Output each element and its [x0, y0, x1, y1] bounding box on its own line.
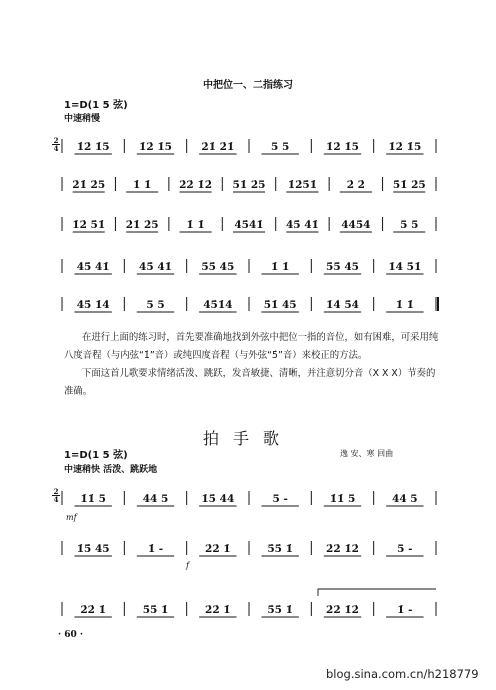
exercise-tempo: 中速稍慢 — [64, 114, 101, 124]
song-volta-bracket — [318, 589, 436, 596]
exercise-measure: 1̇2̇ 1̇5 — [326, 141, 359, 153]
song-measure: 2̇2̇ 1̇ — [80, 604, 106, 616]
time-sig-bottom: 4 — [53, 144, 59, 153]
exercise-measure: 1̇ 1̇ — [133, 179, 152, 191]
exercise-key-signature: 1=D(1 5 弦) — [64, 100, 128, 111]
song-measure: 4̇4̇ 5 — [142, 493, 169, 505]
exercise-measure: 5̇5̇ 4̇5 — [326, 261, 359, 273]
song-measure: 1̇5̇ 4̇4̇ — [201, 493, 235, 505]
exercise-measure: 1̇2̇5̇1̇ — [287, 179, 318, 191]
exercise-measure: 4̇5̇4̇1̇ — [234, 219, 264, 231]
exercise-measure: 1̇2̇ 1̇5 — [76, 141, 110, 153]
exercise-measure: 2̇1̇ 2̇5 — [72, 179, 106, 191]
page-number: · 60 · — [58, 630, 84, 640]
paragraph-practice-instructions: 在进行上面的练习时，首先要准确地找到外弦中把位一指的音位，如有困难，可采用纯八度音程（与内弦“1̇”音）或纯四度音程（与外弦“5̇”音）来校正的方法。 — [64, 332, 439, 361]
exercise-measure: 4̇4̇5̇4̇ — [341, 219, 371, 231]
song-measure: 5̇5̇ 1̇ — [267, 604, 293, 616]
song-measure: 1̇ - — [397, 604, 413, 616]
time-sig-top: 2 — [53, 487, 59, 496]
exercise-measure: 2̇1̇ 2̇1̇ — [201, 141, 235, 153]
song-measure: 2̇2̇ 1̇2̇ — [326, 604, 359, 616]
song-measure: 5̇5̇ 1̇ — [142, 604, 169, 616]
exercise-measure: 2̇ 2̇ — [346, 179, 365, 191]
exercise-measure: 4̇5̇ 1̇4̇ — [76, 299, 110, 311]
exercise-measure: 4̇5̇ 4̇1̇ — [76, 261, 110, 273]
exercise-measure: 4̇5̇ 4̇1̇ — [285, 219, 319, 231]
time-sig-top: 2 — [53, 136, 59, 145]
song-measure: 4̇4̇ 5 — [392, 493, 418, 505]
song-key-signature: 1=D(1 5 弦) — [64, 450, 128, 461]
song-measure: 2̇2̇ 1̇2̇ — [326, 543, 359, 555]
exercise-measure: 1̇2̇ 5̇1̇ — [72, 219, 106, 231]
exercise-measure: 1̇4̇ 5̇1̇ — [388, 261, 422, 273]
exercise-measure: 5̇1̇ 2̇5 — [232, 179, 266, 191]
exercise-measure: 5 5 — [146, 299, 165, 311]
exercise-measure: 2̇2̇ 1̇2̇ — [179, 179, 213, 191]
watermark: blog.sina.com.cn/h218779 — [326, 667, 479, 681]
song-title: 拍手歌 — [202, 429, 293, 448]
paragraph-song-instructions: 下面这首儿歌要求情绪活泼、跳跃，发音敏捷、清晰，并注意切分音（X X X）节奏的准确。 — [64, 368, 436, 397]
song-measure: 1̇1̇ 5 — [80, 493, 106, 505]
dynamic-f: f — [186, 561, 189, 570]
exercise-measure: 1̇4̇ 5̇4̇ — [326, 299, 359, 311]
song-composer: 逸 安、寒 回曲 — [340, 449, 394, 458]
song-time-signature — [52, 488, 60, 503]
section-title: 中把位一、二指练习 — [203, 80, 293, 91]
exercise-measure: 5̇1̇ 2̇5 — [392, 179, 426, 191]
exercise-measure: 4̇5̇ 4̇1̇ — [139, 261, 172, 273]
song-measure: 2̇2̇ 1̇ — [205, 543, 231, 555]
song-measure: 5 - — [397, 543, 413, 555]
song-measure: 1̇ - — [147, 543, 164, 555]
song-measure: 5 - — [272, 493, 288, 505]
dynamic-mf: mf — [66, 513, 77, 522]
song-measure: 1̇1̇ 5 — [329, 493, 356, 505]
song-measure: 5̇5̇ 1̇ — [267, 543, 293, 555]
exercise-measure: 5̇5̇ 4̇5 — [201, 261, 235, 273]
song-measure: 1̇5̇ 4̇5 — [76, 543, 110, 555]
exercise-measure: 1̇2̇ 1̇5 — [388, 141, 422, 153]
song-tempo: 中速稍快 活泼、跳跃地 — [64, 465, 158, 475]
exercise-measure: 1̇ 1̇ — [271, 261, 290, 273]
exercise-measure: 4̇5̇1̇4̇ — [203, 299, 233, 311]
exercise-measure: 5 5 — [400, 219, 419, 231]
exercise-measure: 5̇1̇ 4̇5 — [263, 299, 297, 311]
exercise-measure: 5 5 — [271, 141, 290, 153]
exercise-measure: 1̇ 1̇ — [186, 219, 205, 231]
time-sig-bottom: 4 — [53, 495, 59, 504]
exercise-measure: 2̇1̇ 2̇5 — [125, 219, 159, 231]
exercise-measure: 1̇ 1̇ — [395, 299, 414, 311]
song-measure: 2̇2̇ 1̇ — [205, 604, 231, 616]
exercise-measure: 1̇2̇ 1̇5 — [139, 141, 172, 153]
